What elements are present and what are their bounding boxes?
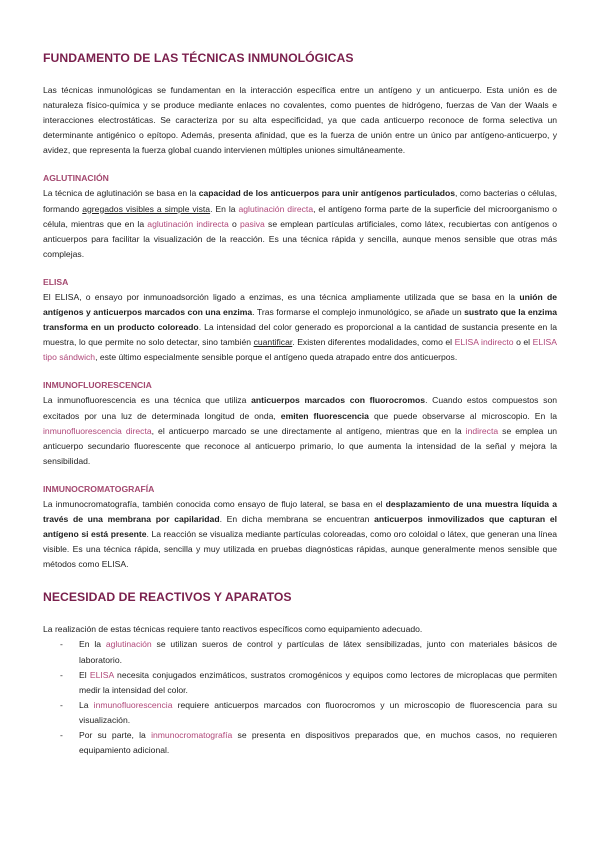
- bold-run: anticuerpos inmovilizados que capturan el antígeno si está presente: [43, 513, 557, 540]
- text-run: se emplean partículas artificiales, como látex, recubiertas con antígenos o anticuerpos para facilitar la visualización de la reacción. Es una técnica rápida y sencilla, aunque menos sensible que otras más complejas.: [43, 218, 557, 259]
- second-title: NECESIDAD DE REACTIVOS Y APARATOS: [43, 590, 292, 605]
- list-item: [43, 698, 557, 728]
- bold-run: sustrato que la enzima transforma en un producto coloreado: [43, 307, 557, 333]
- highlight-term: aglutinación directa: [238, 203, 314, 214]
- list-item: [43, 728, 557, 758]
- underlined-run: agregados visibles a simple vista: [82, 203, 211, 214]
- highlight-term: indirecta: [465, 425, 499, 436]
- list-item: [43, 637, 557, 667]
- text-run: . La intensidad del color generado es proporcional a la cantidad de sustancia presente en la muestra, lo que permite no solo detectar, sino también: [43, 322, 557, 348]
- text-run: En la: [79, 639, 106, 650]
- aglutinacion-paragraph: [43, 186, 557, 261]
- reactivos-intro: La realización de estas técnicas requiere tanto reactivos específicos como equipamiento adecuado.: [43, 624, 423, 635]
- text-run: que puede observarse al microscopio. En la: [368, 410, 557, 421]
- text-run: El ELISA, o ensayo por inmunoadsorción ligado a enzimas, es una técnica ampliamente utilizada que se basa en la: [43, 291, 520, 302]
- list-dash: -: [60, 730, 63, 740]
- text-run: se emplea un anticuerpo secundario fluorescente que reconoce al anticuerpo primario, lo que aumenta la intensidad de la señal y mejora la sensibilidad.: [43, 425, 558, 466]
- text-run: necesita conjugados enzimáticos, sustratos cromogénicos y equipos como lectores de microplacas que permiten medir la intensidad del color.: [79, 669, 557, 695]
- underlined-run: cuantificar: [253, 337, 293, 348]
- highlight-term: aglutinación: [105, 639, 152, 650]
- text-run: Por su parte, la: [79, 730, 152, 740]
- text-run: . Cuando estos compuestos son excitados por una luz de determinada longitud de onda,: [43, 395, 558, 421]
- bold-run: capacidad de los anticuerpos para unir antígenos particulados: [198, 188, 456, 199]
- highlight-term: ELISA tipo sándwich: [43, 337, 557, 363]
- text-run: . Tras formarse el complejo inmunológico, se añade un: [252, 307, 465, 318]
- text-run: se presenta en dispositivos preparados que, en muchos casos, no requieren equipamiento adicional.: [79, 730, 557, 756]
- text-run: , como bacterias o células, formando: [43, 188, 557, 214]
- bold-run: emiten fluorescencia: [280, 410, 369, 421]
- document-page: [43, 50, 557, 758]
- section-heading-aglutinacion: AGLUTINACIÓN: [43, 173, 109, 184]
- text-run: se utilizan sueros de control y partículas de látex sensibilizadas, junto con materiales básicos de laboratorio.: [79, 639, 557, 665]
- text-run: . La reacción se visualiza mediante partículas coloreadas, como oro coloidal o látex, que generan una línea visible. Es una técnica rápida, sencilla y muy utilizada en pruebas diagnósticas rápidas, aunque generalmente menos sensible que métodos como ELISA.: [43, 529, 557, 570]
- text-run: o el: [513, 337, 533, 348]
- main-title: FUNDAMENTO DE LAS TÉCNICAS INMUNOLÓGICAS: [43, 51, 354, 65]
- text-run: . Existen diferentes modalidades, como el: [292, 337, 455, 348]
- highlight-term: ELISA: [89, 669, 114, 680]
- bold-run: unión de antígenos y anticuerpos marcados con una enzima: [43, 291, 557, 318]
- list-dash: -: [60, 639, 63, 650]
- list-dash: -: [60, 669, 63, 680]
- text-run: La inmunocromatografía, también conocida como ensayo de flujo lateral, se basa en el: [43, 498, 386, 509]
- section-heading-inmunofluorescencia: INMUNOFLUORESCENCIA: [43, 380, 152, 391]
- intro-paragraph: Las técnicas inmunológicas se fundamentan en la interacción específica entre un antígeno y un anticuerpo. Esta unión es de naturaleza físico-química y se produce mediante enlaces no covalentes, como puentes de hidrógeno, fuerzas de Van der Waals e interacciones electrostáticas. Se caracteriza por su alta especificidad, ya que cada anticuerpo reconoce de forma selectiva un determinante antigénico o epítopo. Además, presenta afinidad, que es la fuerza de unión entre un único par antígeno-anticuerpo, y avidez, que representa la fuerza global cuando intervienen múltiples uniones simultáneamente.: [43, 85, 557, 156]
- text-run: La: [79, 699, 94, 710]
- text-run: requiere anticuerpos marcados con fluorocromos y un microscopio de fluorescencia para su visualización.: [79, 699, 557, 725]
- text-run: La inmunofluorescencia es una técnica que utiliza: [43, 395, 252, 406]
- highlight-term: inmunofluorescencia: [93, 699, 173, 710]
- text-run: . En la: [210, 203, 239, 214]
- list-dash: -: [60, 699, 63, 710]
- elisa-paragraph: [43, 290, 557, 365]
- highlight-term: pasiva: [240, 218, 265, 229]
- inmunocromatografia-paragraph: [43, 497, 557, 572]
- equipment-list: [43, 637, 557, 758]
- text-run: El: [79, 669, 90, 680]
- highlight-term: aglutinación indirecta: [147, 218, 229, 229]
- highlight-term: inmunofluorescencia directa: [43, 425, 152, 436]
- bold-run: desplazamiento de una muestra líquida a través de una membrana por capilaridad: [43, 498, 558, 524]
- highlight-term: ELISA indirecto: [454, 337, 514, 348]
- list-item: [43, 668, 557, 698]
- text-run: , este último especialmente sensible porque el antígeno queda atrapado entre dos anticuerpos.: [95, 352, 458, 363]
- inmunofluorescencia-paragraph: [43, 393, 557, 468]
- section-heading-elisa: ELISA: [43, 276, 69, 287]
- highlight-term: inmunocromatografía: [151, 730, 233, 740]
- text-run: , el anticuerpo marcado se une directamente al antígeno, mientras que en la: [151, 425, 466, 436]
- text-run: , el antígeno forma parte de la superficie del microorganismo o célula, mientras que en la: [43, 203, 557, 229]
- text-run: La técnica de aglutinación se basa en la: [43, 188, 199, 199]
- section-heading-inmunocromatografia: INMUNOCROMATOGRAFÍA: [43, 483, 155, 494]
- bold-run: anticuerpos marcados con fluorocromos: [251, 395, 426, 406]
- text-run: . En dicha membrana se encuentran: [219, 513, 375, 524]
- text-run: o: [228, 218, 240, 229]
